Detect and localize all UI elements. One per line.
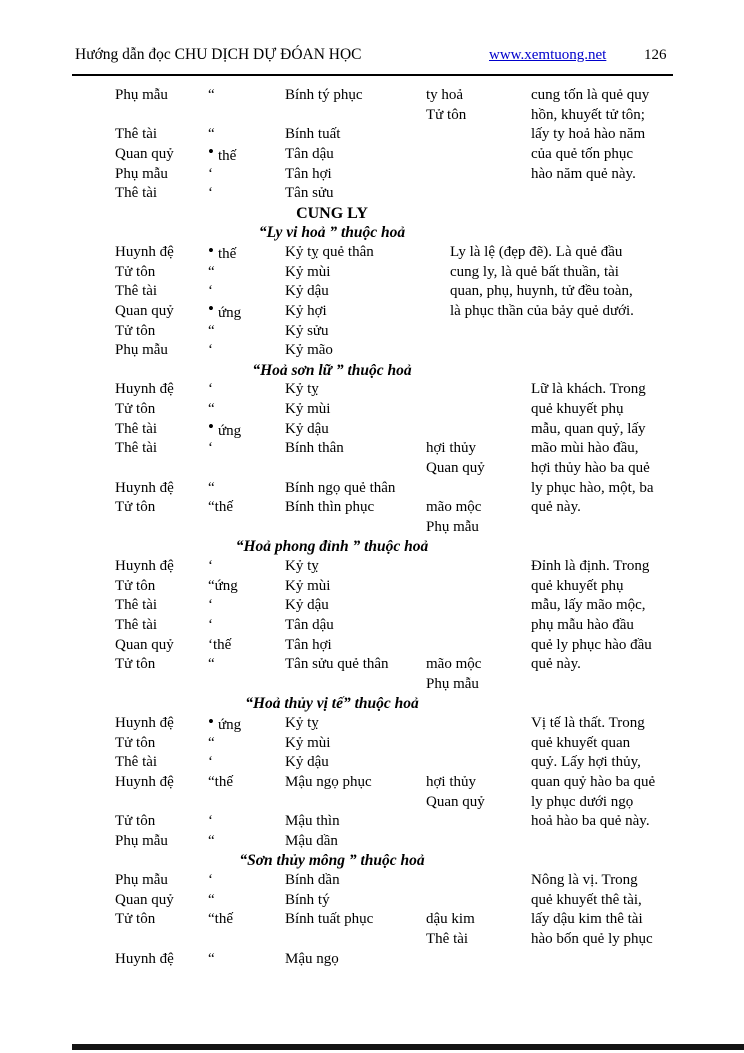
note-text: hoả hào ba quẻ này. — [531, 813, 650, 830]
hao-mark — [208, 812, 213, 832]
quote-mark-icon: ‘ — [208, 636, 213, 653]
table-row — [0, 86, 744, 106]
quote-mark-icon: ‘ — [208, 185, 213, 202]
relative-label: Phụ mẫu — [115, 832, 168, 849]
quote-mark-icon: “ — [208, 87, 215, 103]
hao-mark — [208, 891, 215, 911]
stem-branch: Bính tý — [285, 891, 330, 908]
table-row — [0, 675, 744, 695]
note-text: quẻ khuyết thê tài, — [531, 891, 642, 908]
hexagram-table — [0, 86, 744, 969]
quote-mark-icon: “ — [208, 656, 215, 673]
relative-label: Huynh đệ — [115, 244, 174, 260]
stem-branch: Kỷ tỵ — [285, 715, 319, 731]
stem-branch: Kỷ dậu — [285, 597, 329, 614]
table-row — [0, 734, 744, 754]
hidden-god: Phụ mẫu — [426, 518, 479, 535]
table-row — [0, 125, 744, 145]
table-row — [0, 891, 744, 911]
note-text: quan, phụ, huynh, tử đều toàn, — [450, 283, 633, 300]
table-row — [0, 910, 744, 930]
note-text: phụ mẫu hào đầu — [531, 616, 634, 633]
note-text: Nông là vị. Trong — [531, 872, 638, 888]
relative-label: Huynh đệ — [115, 479, 174, 496]
stem-branch: Mậu thìn — [285, 813, 340, 830]
the-ung-label: thế — [214, 499, 233, 516]
note-text: quỷ. Lấy hợi thủy, — [531, 754, 641, 771]
relative-label: Thê tài — [115, 616, 158, 633]
note-text: mão mùi hào đầu, — [531, 440, 639, 457]
hao-mark — [208, 773, 233, 793]
stem-branch: Kỷ hợi — [285, 302, 327, 319]
note-text: Đỉnh là định. Trong — [531, 558, 650, 574]
hexagram-title: “Hoả sơn lữ ” thuộc hoả — [252, 361, 412, 379]
hao-mark — [208, 341, 213, 361]
scan-artifact-bar — [72, 1044, 744, 1050]
quote-mark-icon: “ — [208, 734, 215, 751]
table-row — [0, 479, 744, 499]
bullet-mark-icon: • — [208, 417, 214, 437]
stem-branch: Bính tý phục — [285, 87, 363, 103]
relative-label: Tử tôn — [115, 577, 156, 594]
hidden-god: dậu kim — [426, 911, 475, 928]
quote-mark-icon: ‘ — [208, 872, 213, 888]
relative-label: Quan quỷ — [115, 302, 174, 319]
table-row — [0, 184, 744, 204]
relative-label: Thê tài — [115, 597, 158, 614]
relative-label: Quan quỷ — [115, 891, 174, 908]
relative-label: Tử tôn — [115, 734, 156, 751]
relative-label: Huynh đệ — [115, 558, 174, 574]
stem-branch: Tân dậu — [285, 616, 334, 633]
table-row — [0, 711, 744, 734]
bullet-mark-icon: • — [208, 299, 214, 319]
relative-label: Thê tài — [115, 440, 158, 457]
the-ung-label: ứng — [217, 422, 242, 439]
stem-branch: Kỷ mùi — [285, 734, 331, 751]
hao-mark — [208, 577, 238, 597]
note-text: lấy ty hoả hào năm — [531, 126, 646, 143]
hao-mark — [208, 557, 213, 577]
hexagram-title: “Hoả thủy vị tế” thuộc hoả — [245, 695, 419, 713]
table-row — [0, 557, 744, 577]
relative-label: Tử tôn — [115, 263, 156, 280]
stem-branch: Mậu ngọ phục — [285, 773, 372, 790]
hexagram-title: “Ly vi hoả ” thuộc hoả — [258, 224, 406, 242]
stem-branch: Bính ngọ quẻ thân — [285, 479, 396, 496]
bullet-mark-icon: • — [208, 142, 214, 162]
note-text: của quẻ tốn phục — [531, 145, 634, 162]
relative-label: Tử tôn — [115, 401, 156, 417]
relative-label: Huynh đệ — [115, 773, 174, 790]
relative-label: Thê tài — [115, 754, 158, 771]
quote-mark-icon: “ — [208, 263, 215, 280]
cung-section-heading: CUNG LY — [296, 204, 368, 222]
hao-mark — [208, 417, 242, 442]
note-text: ly phục hào, một, ba — [531, 479, 654, 496]
quote-mark-icon: ‘ — [208, 558, 213, 574]
hidden-god: mão mộc — [426, 499, 482, 516]
note-text: cung tốn là quẻ quy — [531, 87, 650, 103]
hao-mark — [208, 439, 213, 459]
hao-mark — [208, 142, 237, 167]
note-text: Lữ là khách. Trong — [531, 381, 646, 398]
hao-mark — [208, 753, 213, 773]
table-row — [0, 106, 744, 126]
relative-label: Huynh đệ — [115, 381, 174, 398]
quote-mark-icon: ‘ — [208, 440, 213, 457]
table-row — [0, 142, 744, 165]
note-text: Ly là lệ (đẹp đẽ). Là quẻ đầu — [450, 244, 623, 260]
stem-branch: Kỷ sửu — [285, 322, 329, 339]
table-row — [0, 459, 744, 479]
note-text: mẫu, lấy mão mộc, — [531, 597, 646, 614]
note-text: quẻ này. — [531, 656, 581, 673]
note-text: hào năm quẻ này. — [531, 165, 636, 182]
the-ung-label: ứng — [214, 577, 238, 594]
note-text: quẻ này. — [531, 499, 581, 516]
hidden-god: Phụ mẫu — [426, 675, 479, 692]
hexagram-title: “Hoả phong đỉnh ” thuộc hoả — [235, 538, 429, 556]
relative-label: Tử tôn — [115, 322, 156, 339]
stem-branch: Bính tuất — [285, 126, 341, 143]
hidden-god: Thê tài — [426, 930, 469, 947]
relative-label: Thê tài — [115, 185, 158, 202]
stem-branch: Tân sửu — [285, 185, 334, 202]
hao-mark — [208, 832, 215, 852]
note-text: là phục thần của bảy quẻ dưới. — [450, 302, 634, 319]
hidden-god: Quan quỷ — [426, 459, 485, 476]
note-text: ly phục dưới ngọ — [531, 793, 634, 810]
table-row — [0, 322, 744, 342]
table-row — [0, 299, 744, 322]
table-row — [0, 577, 744, 597]
quote-mark-icon: ‘ — [208, 381, 213, 398]
hao-mark — [208, 711, 242, 736]
stem-branch: Tân dậu — [285, 145, 334, 162]
relative-label: Phụ mẫu — [115, 342, 168, 359]
hidden-god: Quan quỷ — [426, 793, 485, 810]
relative-label: Phụ mẫu — [115, 87, 168, 103]
stem-branch: Kỷ dậu — [285, 754, 329, 771]
table-row — [0, 636, 744, 656]
stem-branch: Kỷ mùi — [285, 401, 331, 417]
relative-label: Phụ mẫu — [115, 165, 168, 182]
stem-branch: Kỷ dậu — [285, 283, 329, 300]
stem-branch: Kỷ tỵ — [285, 381, 319, 398]
quote-mark-icon: ‘ — [208, 813, 213, 830]
stem-branch: Kỷ mùi — [285, 577, 331, 594]
table-row — [0, 616, 744, 636]
note-text: hợi thủy hào ba quẻ — [531, 459, 650, 476]
note-text: quẻ khuyết phụ — [531, 577, 624, 594]
hexagram-title: “Sơn thủy mông ” thuộc hoả — [239, 852, 425, 870]
hao-mark — [208, 86, 215, 106]
hao-mark — [208, 184, 213, 204]
relative-label: Huynh đệ — [115, 950, 174, 967]
the-ung-label: thế — [213, 636, 232, 653]
note-text: quẻ ly phục hào đầu — [531, 636, 652, 653]
stem-branch: Kỷ mùi — [285, 263, 331, 280]
relative-label: Thê tài — [115, 283, 158, 300]
stem-branch: Kỷ dậu — [285, 420, 329, 437]
relative-label: Thê tài — [115, 420, 158, 437]
header-divider — [72, 74, 673, 76]
table-row — [0, 282, 744, 302]
quote-mark-icon: “ — [208, 479, 215, 496]
quote-mark-icon: ‘ — [208, 616, 213, 633]
note-text: hồn, khuyết tử tôn; — [531, 106, 645, 123]
hao-mark — [208, 950, 215, 970]
page-number: 126 — [644, 47, 667, 63]
quote-mark-icon: “ — [208, 950, 215, 967]
table-row — [0, 793, 744, 813]
note-text: hào bốn quẻ ly phục — [531, 930, 653, 947]
table-row — [0, 439, 744, 459]
hao-mark — [208, 322, 215, 342]
stem-branch: Kỷ tỵ — [285, 558, 319, 574]
stem-branch: Bính tuất phục — [285, 911, 374, 928]
quote-mark-icon: ‘ — [208, 342, 213, 359]
hao-mark — [208, 380, 213, 400]
the-ung-label: ứng — [217, 304, 242, 321]
table-row — [0, 832, 744, 852]
relative-label: Quan quỷ — [115, 636, 174, 653]
relative-label: Huynh đệ — [115, 715, 174, 731]
table-row — [0, 341, 744, 361]
hao-mark — [208, 734, 215, 754]
page-title: Hướng dẫn đọc CHU DỊCH DỰ ĐÓAN HỌC — [75, 46, 362, 63]
table-row — [0, 417, 744, 440]
note-text: quẻ khuyết quan — [531, 734, 631, 751]
note-text: Vị tế là thất. Trong — [531, 715, 645, 731]
table-row — [0, 596, 744, 616]
table-row — [0, 753, 744, 773]
stem-branch: Kỷ tỵ quẻ thân — [285, 244, 374, 260]
table-row — [0, 950, 744, 970]
hao-mark — [208, 616, 213, 636]
quote-mark-icon: “ — [208, 126, 215, 143]
stem-branch: Tân hợi — [285, 165, 332, 182]
note-text: quan quỷ hào ba quẻ — [531, 773, 656, 790]
quote-mark-icon: ‘ — [208, 165, 213, 182]
the-ung-label: thế — [217, 147, 237, 164]
quote-mark-icon: “ — [208, 773, 215, 790]
hao-mark — [208, 165, 213, 185]
quote-mark-icon: ‘ — [208, 597, 213, 614]
hao-mark — [208, 636, 231, 656]
stem-branch: Tân sửu quẻ thân — [285, 656, 389, 673]
hidden-god: hợi thủy — [426, 773, 477, 790]
table-row — [0, 930, 744, 950]
quote-mark-icon: “ — [208, 832, 215, 849]
hao-mark — [208, 479, 215, 499]
hao-mark — [208, 655, 215, 675]
the-ung-label: thế — [214, 773, 233, 790]
quote-mark-icon: “ — [208, 401, 215, 417]
hao-mark — [208, 240, 237, 265]
relative-label: Tử tôn — [115, 911, 156, 928]
stem-branch: Mậu dần — [285, 832, 338, 849]
website-link[interactable]: www.xemtuong.net — [489, 47, 607, 63]
note-text: mẫu, quan quỷ, lấy — [531, 420, 646, 437]
relative-label: Thê tài — [115, 126, 158, 143]
quote-mark-icon: “ — [208, 499, 215, 516]
table-row — [0, 655, 744, 675]
stem-branch: Bính thân — [285, 440, 344, 457]
table-row — [0, 773, 744, 793]
note-text: lấy dậu kim thê tài — [531, 911, 643, 928]
hao-mark — [208, 263, 215, 283]
the-ung-label: ứng — [217, 717, 242, 733]
bullet-mark-icon: • — [208, 711, 214, 731]
stem-branch: Kỷ mão — [285, 342, 333, 359]
relative-label: Tử tôn — [115, 656, 156, 673]
note-text: cung ly, là quẻ bất thuần, tài — [450, 263, 619, 280]
relative-label: Phụ mẫu — [115, 872, 168, 888]
quote-mark-icon: ‘ — [208, 283, 213, 300]
table-row — [0, 812, 744, 832]
table-row — [0, 380, 744, 400]
table-row — [0, 871, 744, 891]
stem-branch: Mậu ngọ — [285, 950, 339, 967]
quote-mark-icon: ‘ — [208, 754, 213, 771]
the-ung-label: thế — [217, 246, 237, 262]
quote-mark-icon: “ — [208, 891, 215, 908]
hidden-god: mão mộc — [426, 656, 482, 673]
stem-branch: Tân hợi — [285, 636, 332, 653]
table-row — [0, 498, 744, 518]
note-text: quẻ khuyết phụ — [531, 401, 624, 417]
bullet-mark-icon: • — [208, 240, 214, 260]
relative-label: Quan quỷ — [115, 145, 174, 162]
table-row — [0, 400, 744, 420]
relative-label: Tử tôn — [115, 813, 156, 830]
relative-label: Tử tôn — [115, 499, 156, 516]
quote-mark-icon: “ — [208, 577, 215, 594]
hidden-god: hợi thủy — [426, 440, 477, 457]
table-row — [0, 263, 744, 283]
table-row — [0, 518, 744, 538]
hao-mark — [208, 871, 213, 891]
hao-mark — [208, 596, 213, 616]
table-row — [0, 165, 744, 185]
table-row — [0, 240, 744, 263]
quote-mark-icon: “ — [208, 322, 215, 339]
hidden-god: ty hoả — [426, 87, 464, 103]
quote-mark-icon: “ — [208, 911, 215, 928]
hao-mark — [208, 910, 233, 930]
hao-mark — [208, 299, 242, 324]
stem-branch: Bính thìn phục — [285, 499, 375, 516]
hidden-god: Tử tôn — [426, 106, 467, 123]
stem-branch: Bính dần — [285, 872, 340, 888]
the-ung-label: thế — [214, 911, 233, 928]
hao-mark — [208, 498, 233, 518]
